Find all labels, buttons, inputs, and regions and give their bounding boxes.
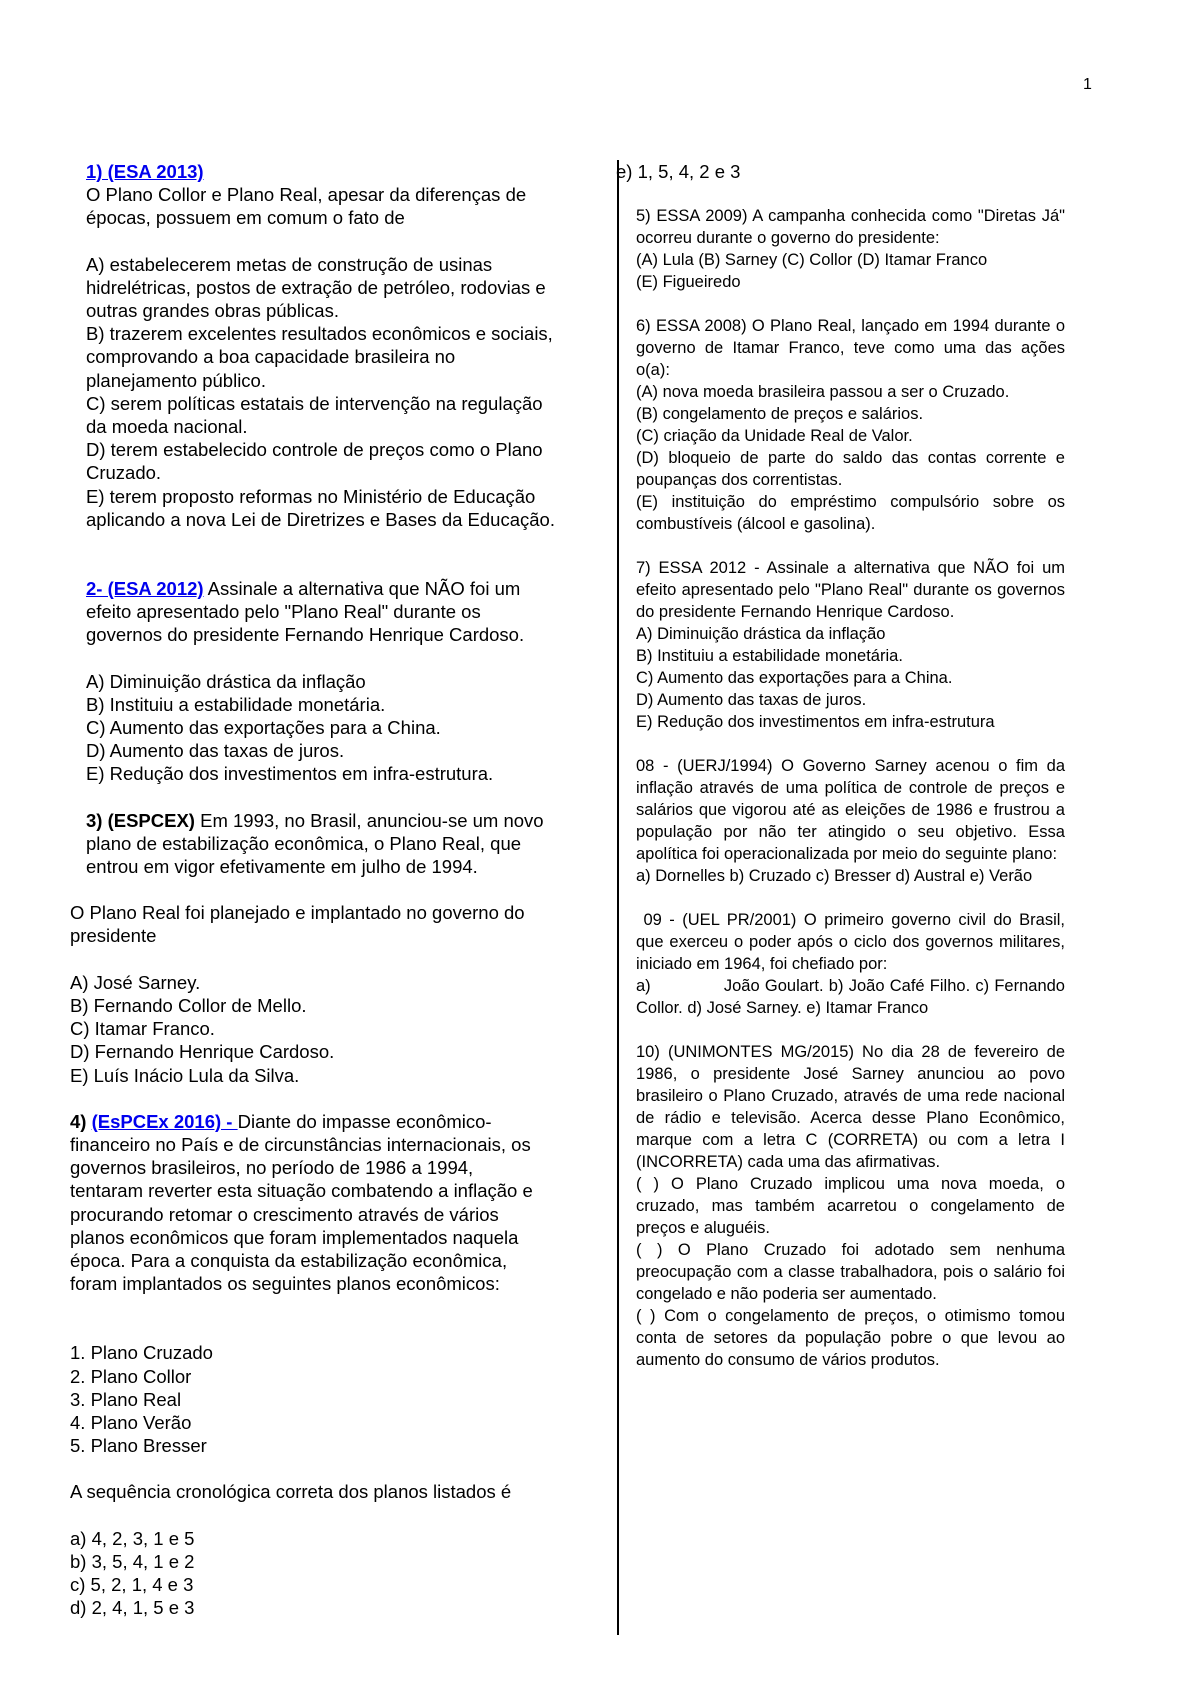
q10-statement: ( ) O Plano Cruzado implicou uma nova moeda, o cruzado, mas também acarretou o congelamento de preços e aluguéis. (636, 1175, 1065, 1237)
question-9 (636, 909, 1070, 1019)
q5-options: (A) Lula (B) Sarney (C) Collor (D) Itamar Franco (636, 251, 988, 269)
q1-option-b: comprovando a boa capacidade brasileira no (86, 346, 456, 368)
q2-option-d: D) Aumento das taxas de juros. (86, 740, 345, 762)
q5-options: (E) Figueiredo (636, 273, 741, 291)
q4-option-e: e) 1, 5, 4, 2 e 3 (616, 161, 741, 182)
q3-stem-line: plano de estabilização econômica, o Plano Real, que (86, 832, 522, 854)
q10-statement: ( ) Com o congelamento de preços, o otimismo tomou conta de setores da população pobre o que levou ao aumento do consumo de vários produtos. (636, 1307, 1065, 1369)
q4-option-d: d) 2, 4, 1, 5 e 3 (70, 1597, 195, 1619)
q10-statement: ( ) O Plano Cruzado foi adotado sem nenhuma preocupação com a classe trabalhadora, pois o salário foi congelado e não poderia ser aumentado. (636, 1241, 1065, 1303)
q1-option-a: outras grandes obras públicas. (86, 300, 339, 322)
q4-plan-item: 2. Plano Collor (70, 1365, 192, 1387)
q4-option-c: c) 5, 2, 1, 4 e 3 (70, 1573, 194, 1595)
q7-option-e: E) Redução dos investimentos em infra-estrutura (636, 713, 995, 731)
q3-option-d: D) Fernando Henrique Cardoso. (70, 1041, 335, 1063)
q1-option-b: planejamento público. (86, 369, 266, 391)
q4-stem-line: financeiro no País e de circunstâncias internacionais, os (70, 1133, 531, 1155)
q4-source-link[interactable]: (EsPCEx 2016) - (91, 1110, 238, 1132)
q6-option-a: (A) nova moeda brasileira passou a ser o Cruzado. (636, 383, 1010, 401)
q7-option-d: D) Aumento das taxas de juros. (636, 691, 867, 709)
q6-option-e: (E) instituição do empréstimo compulsório sobre os combustíveis (álcool e gasolina). (636, 493, 1065, 533)
right-column (616, 160, 1070, 1371)
q3-source-label: 3) (ESPCEX) (86, 809, 195, 831)
q10-stem: 10) (UNIMONTES MG/2015) No dia 28 de fevereiro de 1986, o presidente José Sarney anunciou ao povo brasileiro o Plano Cruzado, através de uma rede nacional de rádio e televisão. Acerca desse Plano Econômico, marque com a letra C (CORRETA) ou com a letra I (INCORRETA) cada uma das afirmativas. (636, 1043, 1065, 1171)
q6-stem: 6) ESSA 2008) O Plano Real, lançado em 1994 durante o governo de Itamar Franco, teve como uma das ações o(a): (636, 317, 1065, 379)
q3-prompt: O Plano Real foi planejado e implantado no governo do (70, 902, 525, 924)
question-5 (620, 205, 1070, 1371)
question-7 (636, 557, 1065, 733)
q1-option-c: C) serem políticas estatais de intervenção na regulação (86, 392, 543, 414)
q7-stem: 7) ESSA 2012 - Assinale a alternativa que NÃO foi um efeito apresentado pelo "Plano Real" durante os governos do presidente Fernando Henrique Cardoso. (636, 559, 1065, 621)
q4-stem-line: tentaram reverter esta situação combatendo a inflação e (70, 1180, 533, 1202)
q4-plan-item: 4. Plano Verão (70, 1411, 192, 1433)
q7-option-a: A) Diminuição drástica da inflação (636, 625, 886, 643)
q8-options: a) Dornelles b) Cruzado c) Bresser d) Austral e) Verão (636, 867, 1033, 885)
column-divider (617, 160, 619, 1635)
q1-option-b: B) trazerem excelentes resultados econômicos e sociais, (86, 323, 553, 345)
question-4 (70, 1110, 605, 1620)
question-6 (636, 315, 1065, 535)
q3-prompt: presidente (70, 925, 157, 947)
q6-option-b: (B) congelamento de preços e salários. (636, 405, 924, 423)
q1-option-c: da moeda nacional. (86, 416, 248, 438)
q2-stem-line: efeito apresentado pelo "Plano Real" durante os (86, 601, 481, 623)
q1-source-link[interactable]: 1) (ESA 2013) (86, 161, 204, 182)
question-3 (70, 809, 605, 1087)
left-column (70, 160, 605, 1619)
question-2 (70, 577, 605, 786)
q4-stem-line: época. Para a conquista da estabilização econômica, (70, 1249, 508, 1271)
q2-option-a: A) Diminuição drástica da inflação (86, 670, 366, 692)
q4-prompt: A sequência cronológica correta dos planos listados é (70, 1481, 512, 1503)
q4-plan-item: 5. Plano Bresser (70, 1435, 207, 1457)
q4-stem-line: foram implantados os seguintes planos econômicos: (70, 1273, 500, 1295)
q1-stem-line: épocas, possuem em comum o fato de (86, 207, 405, 229)
question-10 (636, 1041, 1065, 1371)
q4-stem-line: governos brasileiros, no período de 1986 a 1994, (70, 1157, 474, 1179)
q3-stem-line: Em 1993, no Brasil, anunciou-se um novo (194, 809, 544, 831)
q4-stem-line: planos econômicos que foram implementados naquela (70, 1226, 519, 1248)
q4-stem-line: procurando retomar o crescimento através de vários (70, 1203, 499, 1225)
q4-plan-item: 3. Plano Real (70, 1388, 182, 1410)
q3-option-e: E) Luís Inácio Lula da Silva. (70, 1064, 300, 1086)
q4-number: 4) (70, 1110, 92, 1132)
q9-stem: 09 - (UEL PR/2001) O primeiro governo civil do Brasil, que exerceu o poder após o ciclo dos governos militares, iniciado em 1964, foi chefiado por: (636, 911, 1070, 973)
q6-option-c: (C) criação da Unidade Real de Valor. (636, 427, 913, 445)
q7-option-c: C) Aumento das exportações para a China. (636, 669, 953, 687)
q3-stem-line: entrou em vigor efetivamente em julho de 1994. (86, 856, 478, 878)
q1-stem-line: O Plano Collor e Plano Real, apesar da diferenças de (86, 184, 527, 206)
q1-option-a: hidrelétricas, postos de extração de petróleo, rodovias e (86, 276, 546, 298)
q8-stem: 08 - (UERJ/1994) O Governo Sarney acenou o fim da inflação através de uma política de controle de preços e salários que vigorou até as eleições de 1986 e frustrou a população por não ter atingido o seu objetivo. Essa apolítica foi operacionalizada por meio do seguinte plano: (636, 757, 1065, 863)
question-1 (70, 160, 605, 531)
q3-option-c: C) Itamar Franco. (70, 1018, 215, 1040)
q2-option-c: C) Aumento das exportações para a China. (86, 717, 441, 739)
q9-options: a) João Goulart. b) João Café Filho. c) Fernando Collor. d) José Sarney. e) Itamar Franco (636, 977, 1070, 1017)
q1-option-d: Cruzado. (86, 462, 162, 484)
q3-option-b: B) Fernando Collor de Mello. (70, 994, 307, 1016)
q2-option-e: E) Redução dos investimentos em infra-estrutura. (86, 763, 494, 785)
q1-option-e: E) terem proposto reformas no Ministério de Educação (86, 485, 536, 507)
q2-stem-line: Assinale a alternativa que NÃO foi um (203, 578, 521, 600)
q1-option-d: D) terem estabelecido controle de preços como o Plano (86, 439, 543, 461)
q1-option-e: aplicando a nova Lei de Diretrizes e Bases da Educação. (86, 508, 555, 530)
q7-option-b: B) Instituiu a estabilidade monetária. (636, 647, 903, 665)
q5-stem: 5) ESSA 2009) A campanha conhecida como "Diretas Já" ocorreu durante o governo do presidente: (636, 207, 1065, 247)
q3-option-a: A) José Sarney. (70, 971, 201, 993)
q4-stem-line: Diante do impasse econômico- (237, 1110, 492, 1132)
question-8 (636, 755, 1065, 887)
q6-option-d: (D) bloqueio de parte do saldo das contas corrente e poupanças dos correntistas. (636, 449, 1065, 489)
q4-option-a: a) 4, 2, 3, 1 e 5 (70, 1527, 195, 1549)
q2-source-link[interactable]: 2- (ESA 2012) (86, 578, 204, 600)
q2-stem-line: governos do presidente Fernando Henrique Cardoso. (86, 624, 525, 646)
q4-option-b: b) 3, 5, 4, 1 e 2 (70, 1550, 195, 1572)
q4-plan-item: 1. Plano Cruzado (70, 1342, 213, 1364)
page-number: 1 (1083, 76, 1092, 93)
q2-option-b: B) Instituiu a estabilidade monetária. (86, 693, 386, 715)
q1-option-a: A) estabelecerem metas de construção de usinas (86, 253, 493, 275)
